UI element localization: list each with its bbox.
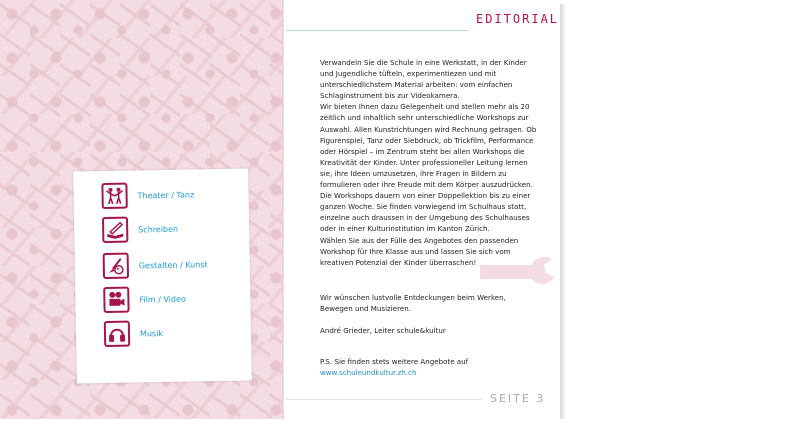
menu-item-writing[interactable] xyxy=(102,216,178,243)
body-paragraph: Verwandeln Sie die Schule in eine Werkstatt, in der Kinder und Jugendliche tüfteln, experimentiezen und mit unterschiedlichstem Material arbeiten: vom einfachen Schlaginstrument bis zur Videokamera. xyxy=(320,58,527,101)
category-menu xyxy=(73,168,252,383)
section-title: EDITORIAL xyxy=(476,12,560,26)
body-paragraph: Die Workshops dauern von einer Doppellektion bis zu einer ganzen Woche. Sie finden vorwiegend im Schulhaus statt, einzelne auch draussen in der Umgebung des Schulhauses oder in einer Kulturinstitution im Kanton Zürich. xyxy=(320,191,531,234)
header-rule xyxy=(286,30,468,31)
menu-item-film[interactable] xyxy=(103,286,186,313)
body-paragraph: Wir bieten Ihnen dazu Gelegenheit und stellen mehr als 20 zeitlich und inhaltlich sehr unterschiedliche Workshops zur Auswahl. Allen Kunstrichtungen wird Rechnung getragen. Ob Figurenspiel, Tanz oder Siebdruck, ob Trickfilm, Performance oder Hörspiel – im Zentrum steht bei allen Workshops die Kreativität der Kinder. Unter professioneller Leitung lernen sie, ihre Ideen umzusetzen, ihre Fragen in Bildern zu formulieren oder ihre Freude mit dem Körper auszudrücken. xyxy=(320,102,537,190)
closing-text: Wir wünschen lustvolle Entdeckungen beim Werken, Bewegen und Musizieren. xyxy=(320,293,506,314)
body-paragraph: Wählen Sie aus der Fülle des Angebotes den passenden Workshop für Ihre Klasse aus und lassen Sie sich vom kreativen Potenzial der Kinder überraschen! xyxy=(320,235,519,267)
writing-icon xyxy=(102,217,128,243)
menu-item-label: Film / Video xyxy=(139,294,186,304)
website-link[interactable]: www.schuleundkultur.zh.ch xyxy=(320,368,417,378)
ps-block xyxy=(320,356,540,378)
menu-item-label: Theater / Tanz xyxy=(137,189,195,200)
menu-item-art[interactable] xyxy=(103,251,208,279)
menu-item-label: Gestalten / Kunst xyxy=(138,259,208,270)
menu-item-label: Musik xyxy=(139,328,164,338)
theater-icon xyxy=(101,183,127,209)
wrench-graphic xyxy=(480,255,560,289)
page-number: SEITE 3 xyxy=(490,392,546,405)
footer-rule xyxy=(286,399,482,400)
editorial-body xyxy=(320,57,540,268)
menu-item-label: Schreiben xyxy=(138,224,179,234)
ps-text: P.S. Sie finden stets weitere Angebote auf xyxy=(320,357,469,366)
menu-item-theater[interactable] xyxy=(101,181,194,209)
art-icon xyxy=(103,253,129,279)
menu-item-music[interactable] xyxy=(104,320,163,347)
signature: André Grieder, Leiter schule&kultur xyxy=(320,326,446,336)
page-edge-shadow xyxy=(560,4,566,419)
closing-block xyxy=(320,292,540,347)
headphones-icon xyxy=(104,321,130,347)
camera-icon xyxy=(103,287,129,313)
